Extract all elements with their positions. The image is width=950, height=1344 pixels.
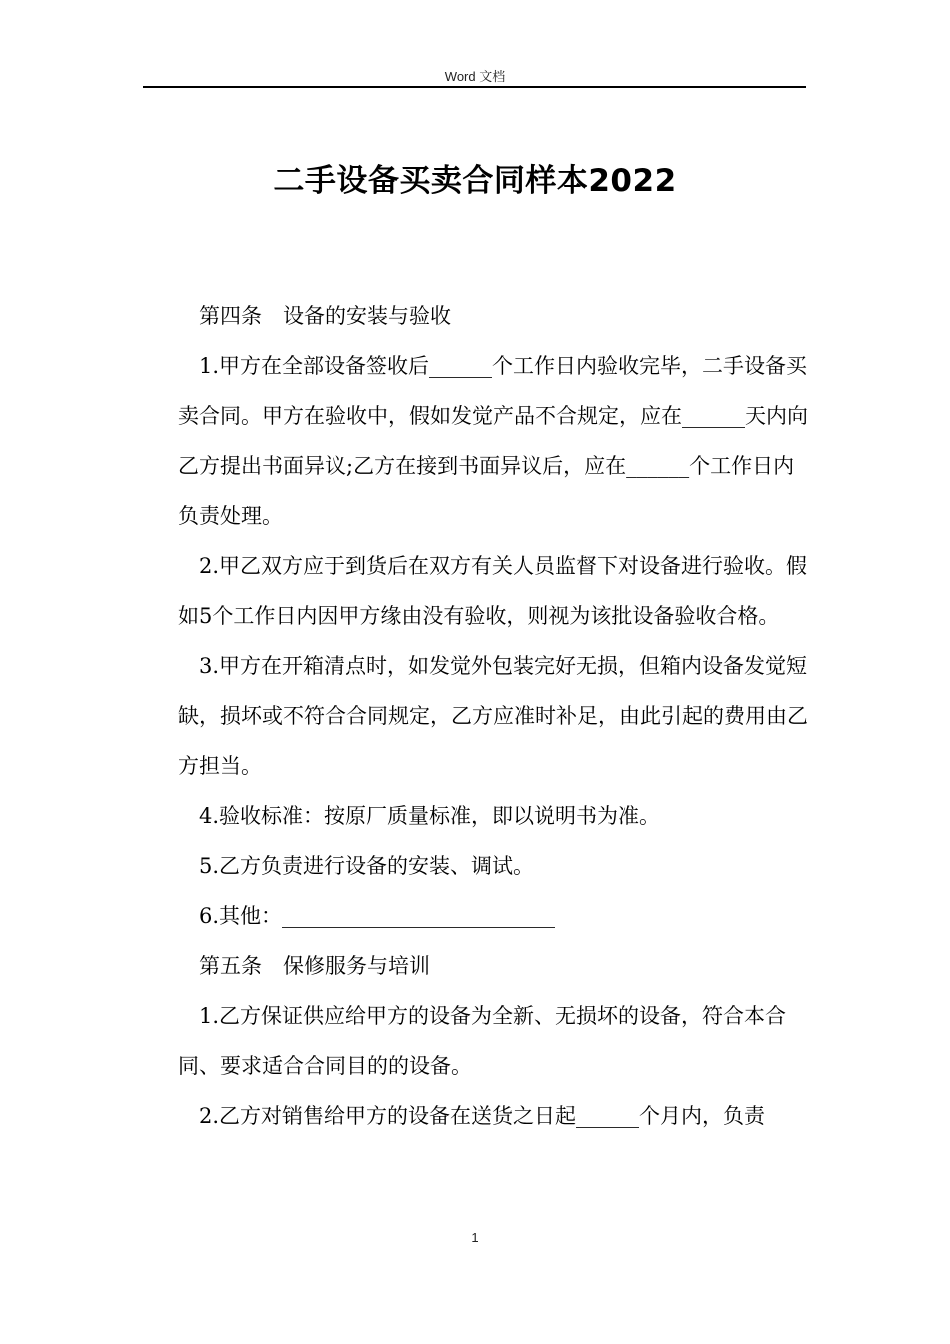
paragraph: 1.乙方保证供应给甲方的设备为全新、无损坏的设备，符合本合同、要求适合合同目的的设备。 — [178, 1004, 787, 1078]
document-body — [178, 291, 808, 1141]
paragraph: 1.甲方在全部设备签收后______个工作日内验收完毕，二手设备买卖合同。甲方在验收中，假如发觉产品不合规定，应在______天内向乙方提出书面异议;乙方在接到书面异议后，应在______个工作日内负责处理。 — [178, 354, 808, 528]
paragraph: 2.甲乙双方应于到货后在双方有关人员监督下对设备进行验收。假如5个工作日内因甲方缘由没有验收，则视为该批设备验收合格。 — [178, 554, 808, 628]
paragraph: 3.甲方在开箱清点时，如发觉外包装完好无损，但箱内设备发觉短缺，损坏或不符合合同规定，乙方应准时补足，由此引起的费用由乙方担当。 — [178, 654, 808, 778]
page-header-label: Word 文档 — [444, 69, 506, 84]
paragraph: 2.乙方对销售给甲方的设备在送货之日起______个月内，负责 — [199, 1104, 766, 1128]
paragraph: 5.乙方负责进行设备的安装、调试。 — [199, 854, 535, 878]
page-number: 1 — [471, 1230, 479, 1245]
document-title: 二手设备买卖合同样本2022 — [273, 163, 677, 199]
header-divider — [143, 86, 806, 88]
paragraph: 4.验收标准：按原厂质量标准，即以说明书为准。 — [199, 804, 661, 828]
section-heading-article-4: 第四条 设备的安装与验收 — [199, 304, 451, 328]
section-heading-article-5: 第五条 保修服务与培训 — [199, 954, 430, 978]
paragraph: 6.其他：__________________________ — [199, 904, 556, 928]
